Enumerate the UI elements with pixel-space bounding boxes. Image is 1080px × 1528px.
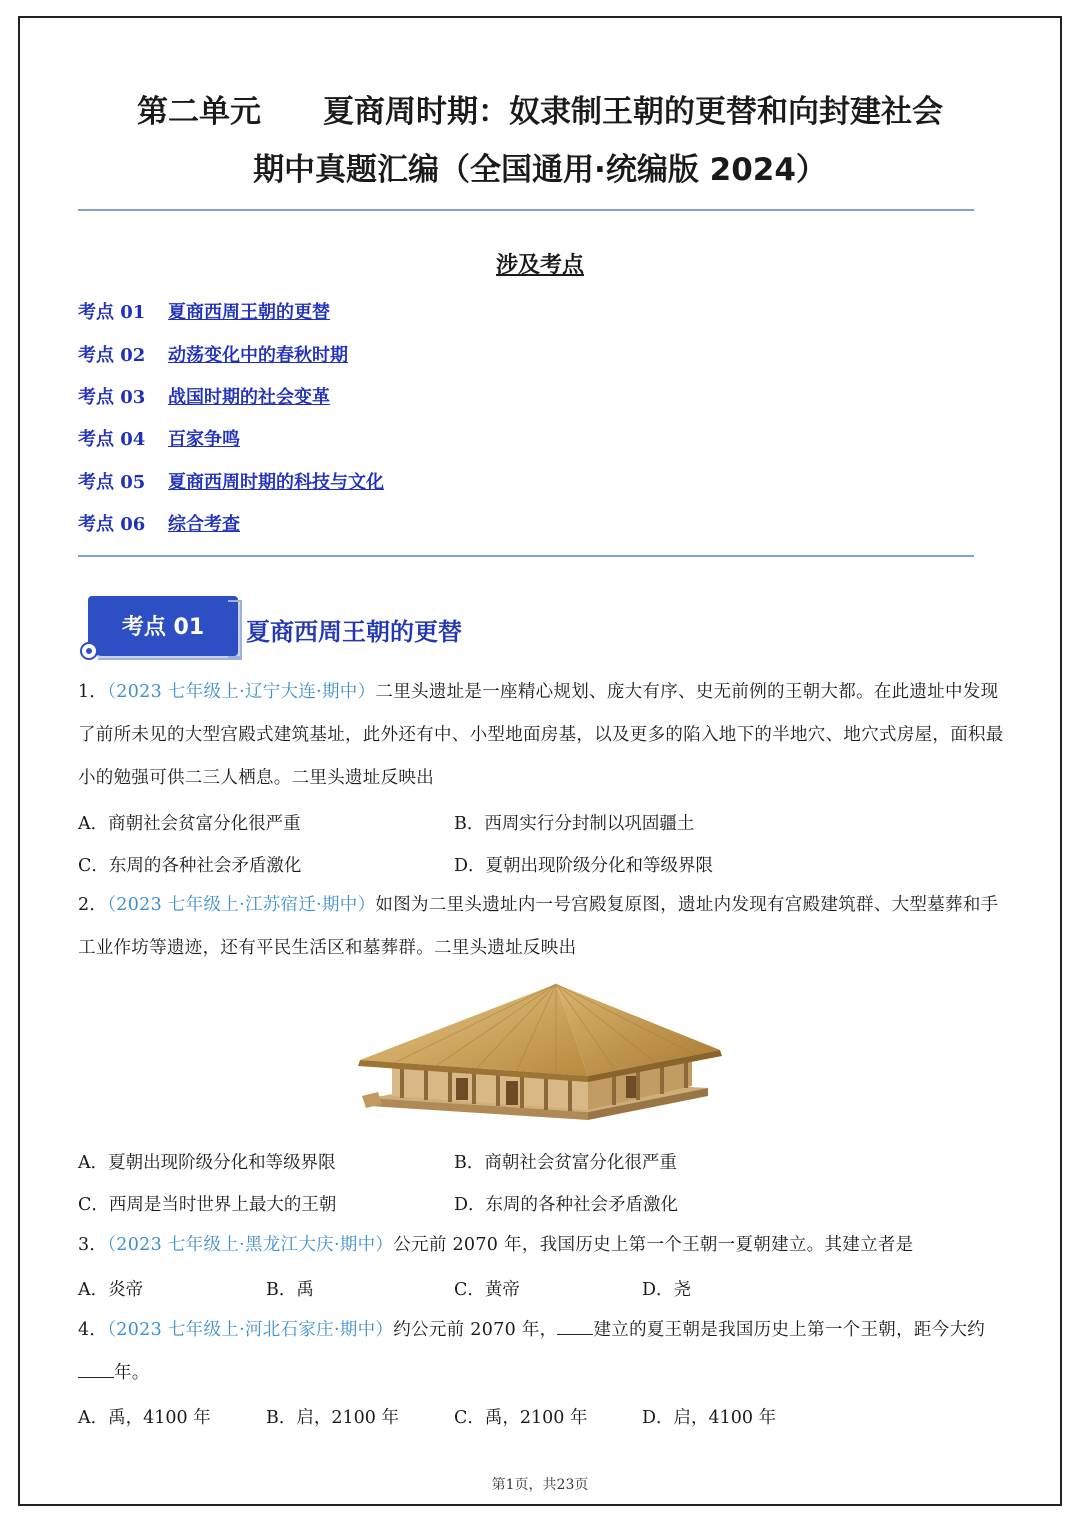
- q1-option-c[interactable]: C．东周的各种社会矛盾激化: [78, 856, 302, 876]
- question-4-stem: [78, 1309, 1006, 1395]
- toc-link-06[interactable]: [78, 510, 240, 536]
- divider-top: [78, 209, 974, 211]
- toc-link-number: 考点 03: [78, 387, 146, 408]
- q2-option-a[interactable]: A．夏朝出现阶级分化和等级界限: [78, 1153, 336, 1173]
- toc-heading: 涉及考点: [495, 252, 584, 278]
- toc-link-03[interactable]: [78, 383, 330, 409]
- toc-link-number: 考点 05: [78, 472, 146, 493]
- q3-option-d[interactable]: D．尧: [642, 1280, 692, 1300]
- question-text: 如图为二里头遗址内一号宫殿复原图，遗址内发现有宫殿建筑群、大型墓葬和手工业作坊等遗迹，还有平民生活区和墓葬群。二里头遗址反映出: [78, 895, 999, 958]
- q4-option-b[interactable]: B．启，2100 年: [266, 1408, 399, 1428]
- question-1-stem: [78, 671, 1006, 800]
- q1-option-a[interactable]: A．商朝社会贫富分化很严重: [78, 814, 301, 834]
- question-number: 2．: [78, 895, 108, 915]
- question-text: 约公元前 2070 年，: [393, 1320, 558, 1340]
- question-number: 4．: [78, 1320, 108, 1340]
- q2-option-d[interactable]: D．东周的各种社会矛盾激化: [454, 1195, 679, 1215]
- question-number: 3．: [78, 1235, 108, 1255]
- question-source: （2023 七年级上·河北石家庄·期中）: [107, 1320, 394, 1340]
- document-title-line1: 第二单元 夏商周时期：奴隶制王朝的更替和向封建社会: [137, 94, 943, 130]
- toc-link-02[interactable]: [78, 341, 348, 367]
- question-source: （2023 七年级上·辽宁大连·期中）: [107, 682, 376, 702]
- question-text: 公元前 2070 年，我国历史上第一个王朝一夏朝建立。其建立者是: [393, 1235, 914, 1255]
- toc-link-number: 考点 01: [78, 302, 146, 323]
- section-badge-frame: [228, 600, 242, 658]
- section-title: 夏商西周王朝的更替: [246, 618, 462, 646]
- toc-link-04[interactable]: [78, 425, 240, 451]
- palace-reconstruction-image: [356, 980, 724, 1138]
- q4-option-c[interactable]: C．禹，2100 年: [454, 1408, 588, 1428]
- q4-option-d[interactable]: D．启，4100 年: [642, 1408, 777, 1428]
- toc-link-label: 夏商西周时期的科技与文化: [168, 472, 384, 493]
- section-badge: [78, 596, 244, 662]
- toc-link-05[interactable]: [78, 468, 384, 494]
- toc-link-label: 夏商西周王朝的更替: [168, 302, 330, 323]
- section-badge-underline: [98, 658, 242, 660]
- question-number: 1．: [78, 682, 108, 702]
- toc-link-number: 考点 02: [78, 345, 146, 366]
- question-2-stem: [78, 884, 1006, 970]
- section-badge-label: 考点 01: [121, 615, 205, 640]
- toc-link-label: 综合考查: [168, 514, 240, 535]
- q1-option-d[interactable]: D．夏朝出现阶级分化和等级界限: [454, 856, 714, 876]
- document-title-line2: 期中真题汇编（全国通用·统编版 2024）: [253, 152, 827, 188]
- toc-link-01[interactable]: [78, 298, 330, 324]
- page-number: 第1页，共23页: [491, 1477, 589, 1493]
- q3-option-b[interactable]: B．禹: [266, 1280, 314, 1300]
- toc-link-label: 百家争鸣: [168, 429, 240, 450]
- bullet-circle-icon: [80, 642, 98, 660]
- toc-link-label: 动荡变化中的春秋时期: [168, 345, 348, 366]
- toc-link-number: 考点 06: [78, 514, 146, 535]
- q4-option-a[interactable]: A．禹，4100 年: [78, 1408, 211, 1428]
- toc-link-label: 战国时期的社会变革: [168, 387, 330, 408]
- question-text: 建立的夏王朝是我国历史上第一个王朝，距今大约: [593, 1320, 986, 1340]
- question-source: （2023 七年级上·黑龙江大庆·期中）: [107, 1235, 394, 1255]
- question-text: 年。: [114, 1363, 150, 1383]
- q3-option-c[interactable]: C．黄帝: [454, 1280, 520, 1300]
- divider-toc: [78, 555, 974, 557]
- toc-link-number: 考点 04: [78, 429, 146, 450]
- q1-option-b[interactable]: B．西周实行分封制以巩固疆土: [454, 814, 695, 834]
- question-text: 二里头遗址是一座精心规划、庞大有序、史无前例的王朝大都。在此遗址中发现了前所未见的大型宫殿式建筑基址，此外还有中、小型地面房基，以及更多的陷入地下的半地穴、地穴式房屋，面积最小的勉强可供二三人栖息。二里头遗址反映出: [78, 682, 1004, 788]
- q2-option-c[interactable]: C．西周是当时世界上最大的王朝: [78, 1195, 337, 1215]
- question-source: （2023 七年级上·江苏宿迁·期中）: [107, 895, 376, 915]
- q3-option-a[interactable]: A．炎帝: [78, 1280, 144, 1300]
- answer-blank[interactable]: [557, 1318, 593, 1335]
- answer-blank[interactable]: [78, 1361, 114, 1378]
- q2-option-b[interactable]: B．商朝社会贫富分化很严重: [454, 1153, 677, 1173]
- question-3-stem: [78, 1224, 1006, 1267]
